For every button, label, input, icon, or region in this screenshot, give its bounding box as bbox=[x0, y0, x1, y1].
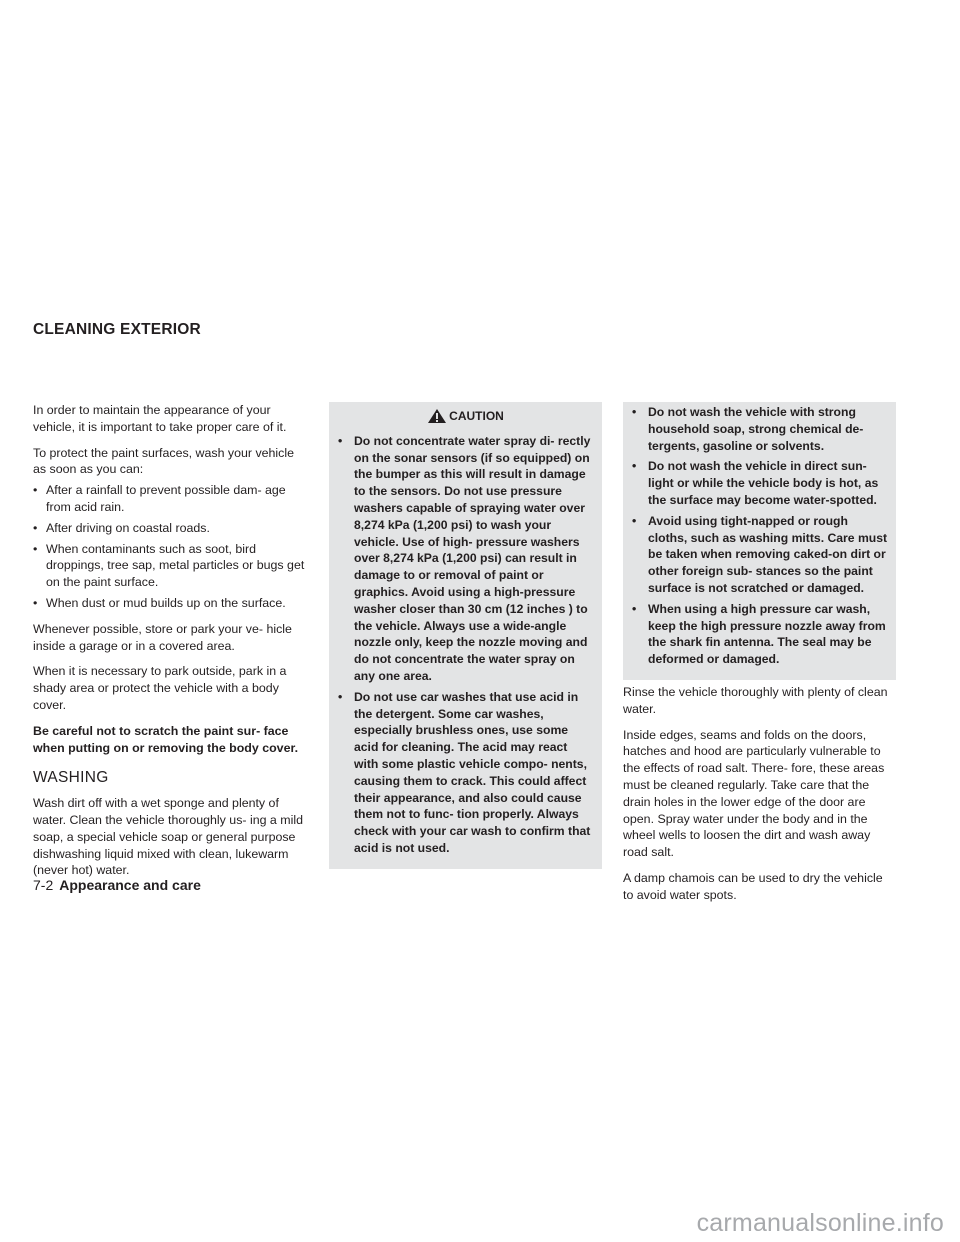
caution-list-continued bbox=[630, 404, 889, 668]
page-number: 7-2 bbox=[33, 877, 54, 893]
caution-item: • Do not concentrate water spray di- rectly on the sonar sensors (if so equipped) on the bumper as this will result in damage to the sensors. Do not use pressure washers capable of spraying water over 8,274 kPa (1,200 psi) to wash your vehicle. Use of high- pressure washers over 8,274 kPa (1,200 psi) can result in damage to or removal of paint or graphics. Avoid using a high-pressure washer closer than 30 cm (12 inches ) to the vehicle. Always use a wide-angle nozzle only, keep the nozzle moving and do not concentrate the water spray on any one area. bbox=[338, 433, 591, 683]
list-item: • After a rainfall to prevent possible dam- age from acid rain. bbox=[33, 483, 286, 514]
store-paragraph: Whenever possible, store or park your ve- hicle inside a garage or in a covered area. bbox=[33, 621, 292, 653]
caution-list bbox=[336, 433, 595, 857]
column-right bbox=[623, 402, 896, 913]
page-footer bbox=[33, 877, 201, 893]
list-item: • After driving on coastal roads. bbox=[33, 520, 210, 535]
washing-paragraph: Wash dirt off with a wet sponge and plenty of water. Clean the vehicle thoroughly us- ing a mild soap, a special vehicle soap or general purpose dishwashing liquid mixed with clean, lukewarm (never hot) water. bbox=[33, 796, 303, 878]
rinse-paragraph: Rinse the vehicle thoroughly with plenty of clean water. bbox=[623, 684, 888, 716]
caution-item: • Avoid using tight-napped or rough cloths, such as washing mitts. Care must be taken when removing caked-on dirt or other foreign sub- stances so the paint surface is not scratched or damaged. bbox=[632, 513, 888, 595]
washing-heading: WASHING bbox=[33, 769, 109, 787]
caution-box bbox=[329, 402, 602, 869]
careful-note: Be careful not to scratch the paint sur- face when putting on or removing the body cover. bbox=[33, 723, 299, 755]
caution-header bbox=[336, 408, 595, 433]
caution-box-continued bbox=[623, 402, 896, 680]
edges-paragraph: Inside edges, seams and folds on the doors, hatches and hood are particularly vulnerable to the effects of road salt. There- fore, these areas must be cleaned regularly. Take care that the drain holes in the lower edge of the door are open. Spray water under the body and in the wheel wells to loosen the dirt and wash away road salt. bbox=[623, 727, 885, 860]
warning-triangle-icon bbox=[427, 408, 447, 424]
caution-item: • When using a high pressure car wash, keep the high pressure nozzle away from the shark fin antenna. The seal may be deformed or damaged. bbox=[632, 601, 886, 667]
list-item: • When dust or mud builds up on the surface. bbox=[33, 595, 286, 610]
section-title: CLEANING EXTERIOR bbox=[33, 321, 201, 338]
caution-item: • Do not wash the vehicle with strong household soap, strong chemical de- tergents, gasoline or solvents. bbox=[632, 405, 864, 453]
protect-paragraph: To protect the paint surfaces, wash your vehicle as soon as you can: bbox=[33, 445, 295, 477]
outside-paragraph: When it is necessary to park outside, park in a shady area or protect the vehicle with a body cover. bbox=[33, 664, 287, 712]
watermark: carmanualsonline.info bbox=[696, 1209, 944, 1237]
wash-conditions-list bbox=[33, 482, 308, 612]
caution-item: • Do not wash the vehicle in direct sun- light or while the vehicle body is hot, as the surface may become water-spotted. bbox=[632, 459, 879, 507]
list-item: • When contaminants such as soot, bird droppings, tree sap, metal particles or bugs get on the paint surface. bbox=[33, 541, 305, 590]
column-middle bbox=[329, 402, 602, 869]
column-left bbox=[33, 402, 308, 888]
caution-item: • Do not use car washes that use acid in the detergent. Some car washes, especially brushless ones, use some acid for cleaning. The acid may react with some plastic vehicle compo- nents, causing them to crack. This could affect their appearance, and also could cause them not to func- tion properly. Always check with your car wash to confirm that acid is not used. bbox=[338, 689, 591, 855]
chamois-paragraph: A damp chamois can be used to dry the vehicle to avoid water spots. bbox=[623, 870, 883, 902]
intro-paragraph: In order to maintain the appearance of your vehicle, it is important to take proper care of it. bbox=[33, 403, 287, 434]
footer-section-name: Appearance and care bbox=[59, 877, 201, 893]
caution-title: CAUTION bbox=[449, 409, 504, 423]
